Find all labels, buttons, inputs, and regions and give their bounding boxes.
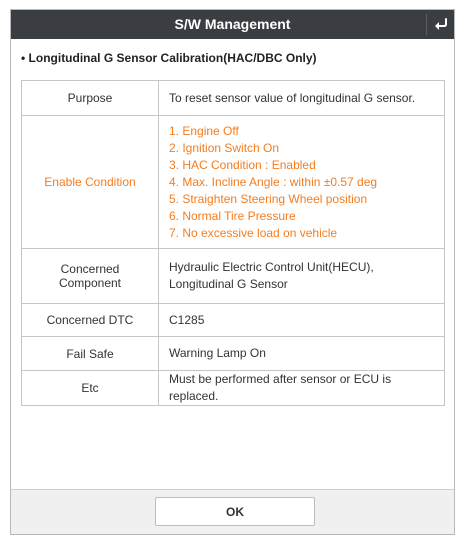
fail-safe-value: Warning Lamp On	[159, 337, 445, 371]
etc-label: Etc	[22, 371, 159, 406]
table-row-enable-condition	[22, 116, 445, 249]
table-row-fail-safe	[22, 337, 445, 371]
table-row-concerned-component	[22, 249, 445, 304]
condition-item: 5. Straighten Steering Wheel position	[169, 191, 368, 206]
purpose-value: To reset sensor value of longitudinal G sensor.	[159, 81, 445, 116]
condition-item: 2. Ignition Switch On	[169, 140, 280, 155]
condition-item: 4. Max. Incline Angle : within ±0.57 deg	[169, 174, 378, 189]
condition-item: 3. HAC Condition : Enabled	[169, 157, 316, 172]
concerned-component-label	[22, 249, 159, 304]
table-row-concerned-dtc	[22, 304, 445, 337]
concerned-component-value: Hydraulic Electric Control Unit(HECU), Longitudinal G Sensor	[159, 249, 445, 304]
table-row-purpose	[22, 81, 445, 116]
condition-item: 6. Normal Tire Pressure	[169, 208, 296, 223]
return-arrow-icon	[434, 18, 448, 31]
etc-value: Must be performed after sensor or ECU is replaced.	[159, 371, 445, 406]
concerned-component-label-line1: Concerned	[60, 262, 120, 276]
table-row-etc	[22, 371, 445, 406]
back-button[interactable]	[427, 10, 454, 39]
fail-safe-label: Fail Safe	[22, 337, 159, 371]
title-bar	[11, 10, 454, 39]
enable-condition-list	[159, 116, 445, 249]
dialog-title: S/W Management	[174, 16, 291, 32]
concerned-dtc-label: Concerned DTC	[22, 304, 159, 337]
purpose-label: Purpose	[22, 81, 159, 116]
condition-item: 7. No excessive load on vehicle	[169, 225, 338, 240]
concerned-dtc-value: C1285	[159, 304, 445, 337]
enable-condition-label: Enable Condition	[22, 116, 159, 249]
ok-button[interactable]: OK	[155, 497, 315, 526]
sw-management-dialog	[10, 9, 455, 535]
concerned-component-label-line2: Component	[58, 276, 122, 290]
dialog-footer	[11, 489, 454, 534]
calibration-info-table	[21, 80, 445, 406]
section-title: • Longitudinal G Sensor Calibration(HAC/DBC Only)	[21, 51, 317, 65]
condition-item: 1. Engine Off	[169, 123, 239, 138]
